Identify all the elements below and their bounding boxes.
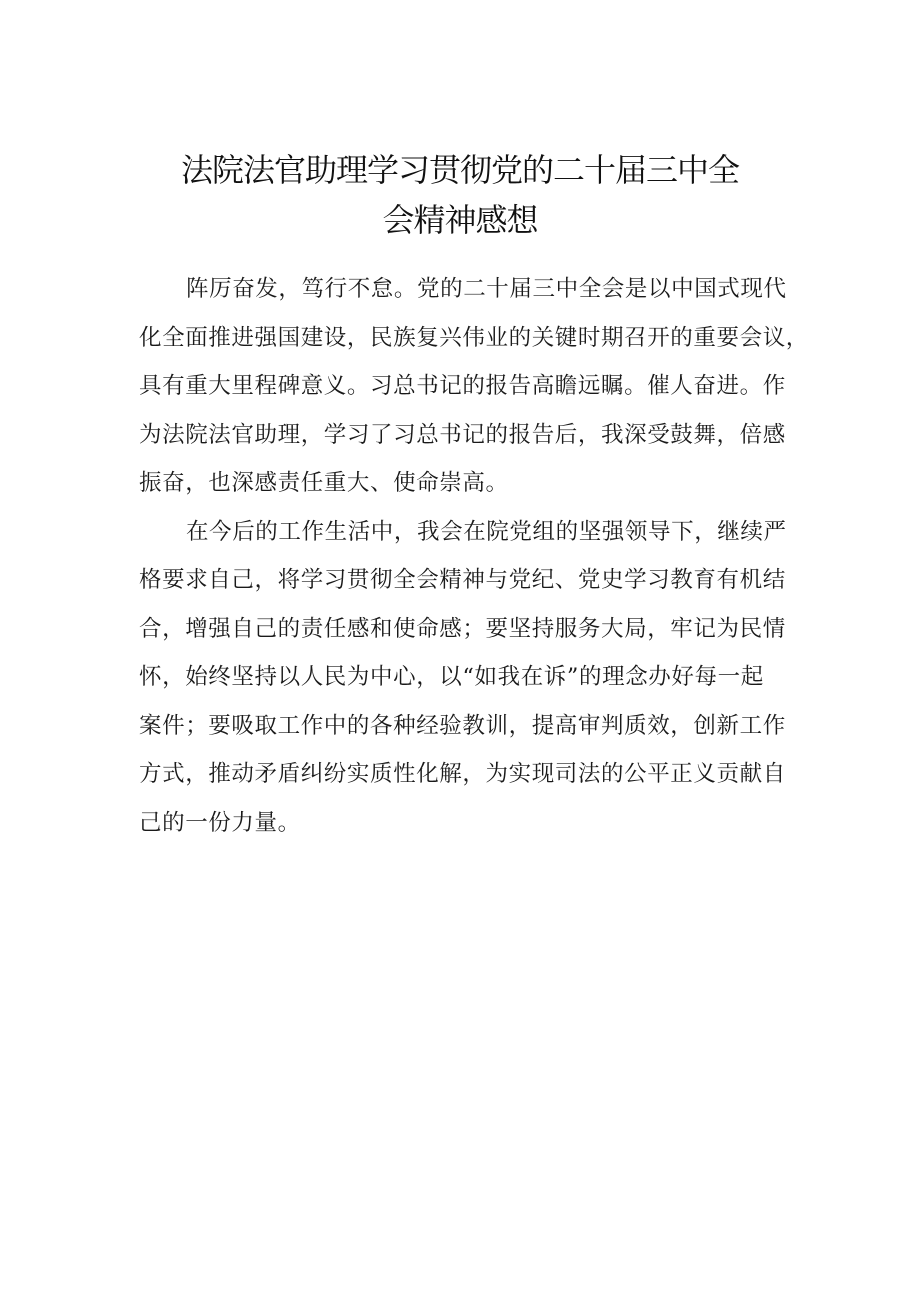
paragraph-2-line-4: 怀，始终坚持以人民为中心，以“如我在诉”的理念办好每一起	[139, 664, 764, 690]
paragraph-1-line-5: 振奋，也深感责任重大、使命崇高。	[139, 470, 509, 496]
paragraph-2	[139, 508, 787, 848]
paragraph-2-line-5: 案件；要吸取工作中的各种经验教训，提高审判质效，创新工作	[139, 712, 786, 739]
document-body	[139, 265, 809, 847]
paragraph-2-line-6: 方式，推动矛盾纠纷实质性化解，为实现司法的公平正义贡献自	[139, 761, 786, 787]
title-line-2: 会精神感想	[382, 201, 538, 239]
paragraph-1	[139, 265, 809, 508]
title-line-1: 法院法官助理学习贯彻党的二十届三中全	[180, 151, 739, 189]
paragraph-2-line-1: 在今后的工作生活中，我会在院党组的坚强领导下，继续严	[186, 518, 787, 545]
paragraph-1-line-4: 为法院法官助理，学习了习总书记的报告后，我深受鼓舞，倍感	[139, 421, 786, 448]
paragraph-2-line-3: 合，增强自己的责任感和使命感；要坚持服务大局，牢记为民情	[139, 615, 786, 642]
paragraph-1-line-3: 具有重大里程碑意义。习总书记的报告高瞻远瞩。催人奋进。作	[139, 373, 786, 399]
paragraph-2-line-7: 己的一份力量。	[139, 809, 301, 836]
document-title	[140, 145, 780, 245]
paragraph-2-line-2: 格要求自己，将学习贯彻全会精神与党纪、党史学习教育有机结	[139, 567, 786, 593]
paragraph-1-line-1: 阵厉奋发，笃行不怠。党的二十届三中全会是以中国式现代	[186, 276, 787, 302]
paragraph-1-line-2: 化全面推进强国建设，民族复兴伟业的关键时期召开的重要会议，	[139, 324, 809, 351]
